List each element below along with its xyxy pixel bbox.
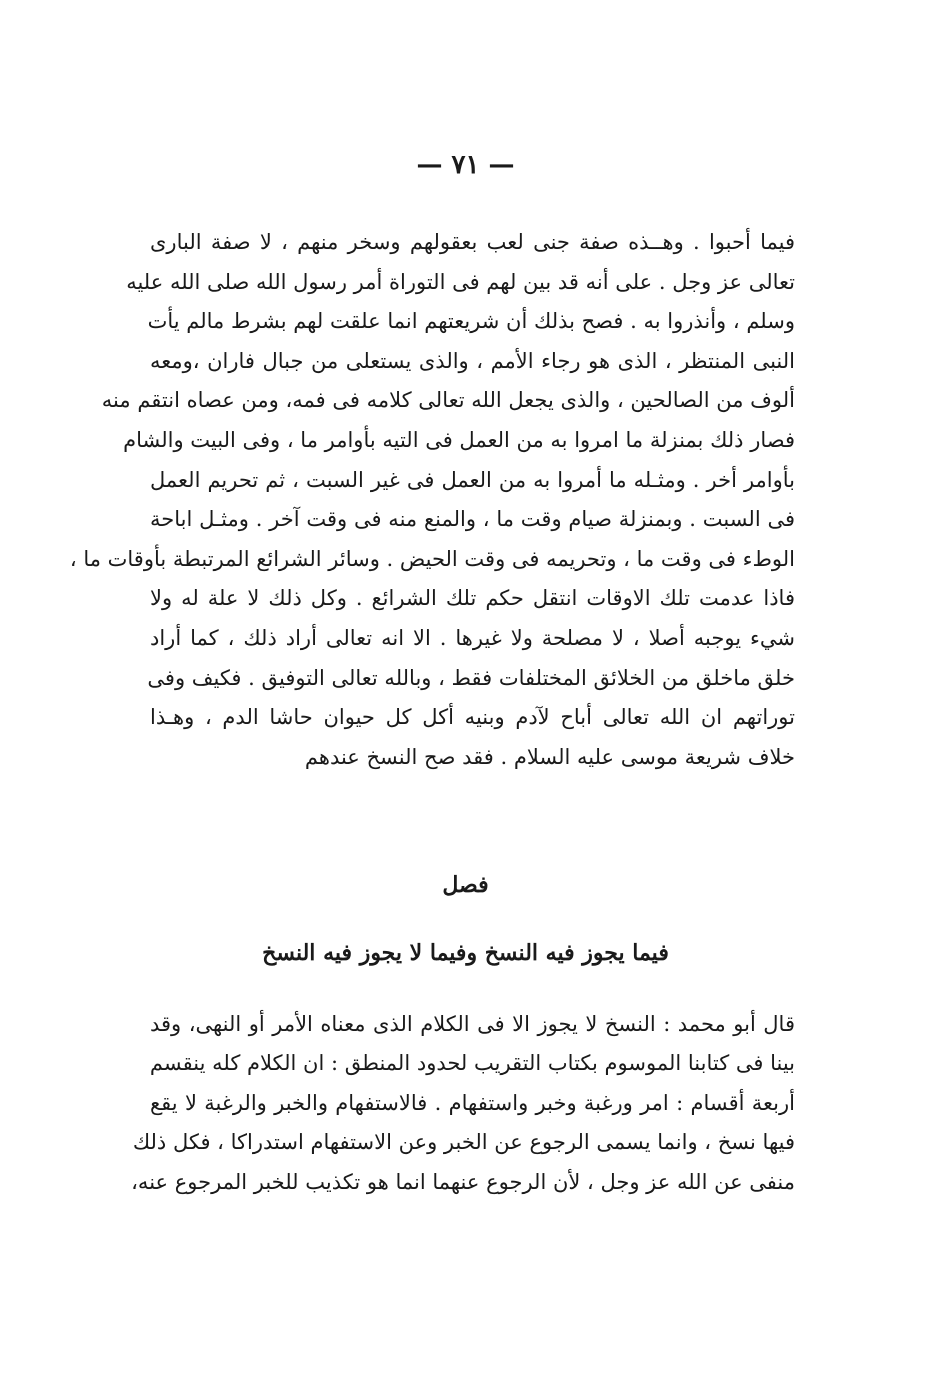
text-line: خلاف شريعة موسى عليه السلام . فقد صح النسخ عندهم [304,744,795,769]
paragraph-2 [131,1005,795,1202]
text-line: خلق ماخلق من الخلائق المختلفات فقط ، وبالله تعالى التوفيق . فكيف وفى [147,665,795,690]
text-line: أربعة أقسام : امر ورغبة وخبر واستفهام . فالاستفهام والخبر والرغبة لا يقع [150,1090,795,1115]
text-line: وسلم ، وأنذروا به . فصح بذلك أن شريعتهم انما علقت لهم بشرط مالم يأت [147,309,795,334]
text-line: منفى عن الله عز وجل ، لأن الرجوع عنهما انما هو تكذيب للخبر المرجوع عنه، [131,1169,795,1194]
page-number: — ٧١ — [416,150,515,180]
text-line: شيء يوجبه أصلا ، لا مصلحة ولا غيرها . الا انه تعالى أراد ذلك ، كما أراد [150,625,795,650]
text-line: النبى المنتظر ، الذى هو رجاء الأمم ، والذى يستعلى من جبال فاران ،ومعه [150,348,795,373]
text-line: الوطء فى وقت ما ، وتحريمه فى وقت الحيض . وسائر الشرائع المرتبطة بأوقات ما ، [69,546,795,571]
text-line: فيما أحبوا . وهــذه صفة جنى لعب بعقولهم وسخر منهم ، لا صفة البارى [150,230,795,254]
text-line: بأوامر أخر . ومثـله ما أمروا به من العمل فى غير السبت ، ثم تحريم العمل [150,467,795,492]
text-line: تعالى عز وجل . على أنه قد بين لهم فى التوراة أمر رسول الله صلى الله عليه [126,269,795,294]
text-line: ألوف من الصالحين ، والذى يجعل الله تعالى كلامه فى فمه، ومن عصاه انتقم منه [101,388,795,413]
text-line: فيها نسخ ، وانما يسمى الرجوع عن الخبر وعن الاستفهام استدراكا ، فكل ذلك [132,1130,795,1155]
section-subtitle: فيما يجوز فيه النسخ وفيما لا يجوز فيه النسخ [262,940,669,966]
text-line: قال أبو محمد : النسخ لا يجوز الا فى الكلام الذى معناه الأمر أو النهى، وقد [150,1012,795,1036]
text-line: فصار ذلك بمنزلة ما امروا به من العمل فى التيه بأوامر ما ، وفى البيت والشام [123,427,795,452]
text-line: بينا فى كتابنا الموسوم بكتاب التقريب لحدود المنطق : ان الكلام كله ينقسم [149,1051,795,1076]
paragraph-1 [69,223,795,777]
text-line: فاذا عدمت تلك الاوقات انتقل حكم تلك الشرائع . وكل ذلك لا علة له ولا [150,586,795,611]
text-line: فى السبت . وبمنزلة صيام وقت ما ، والمنع منه فى وقت آخر . ومثـل اباحة [150,507,795,532]
section-title: فصل [442,872,489,898]
text-line: توراتهم ان الله تعالى أباح لآدم وبنيه أكل كل حيوان حاشا الدم ، وهـذا [150,705,795,730]
